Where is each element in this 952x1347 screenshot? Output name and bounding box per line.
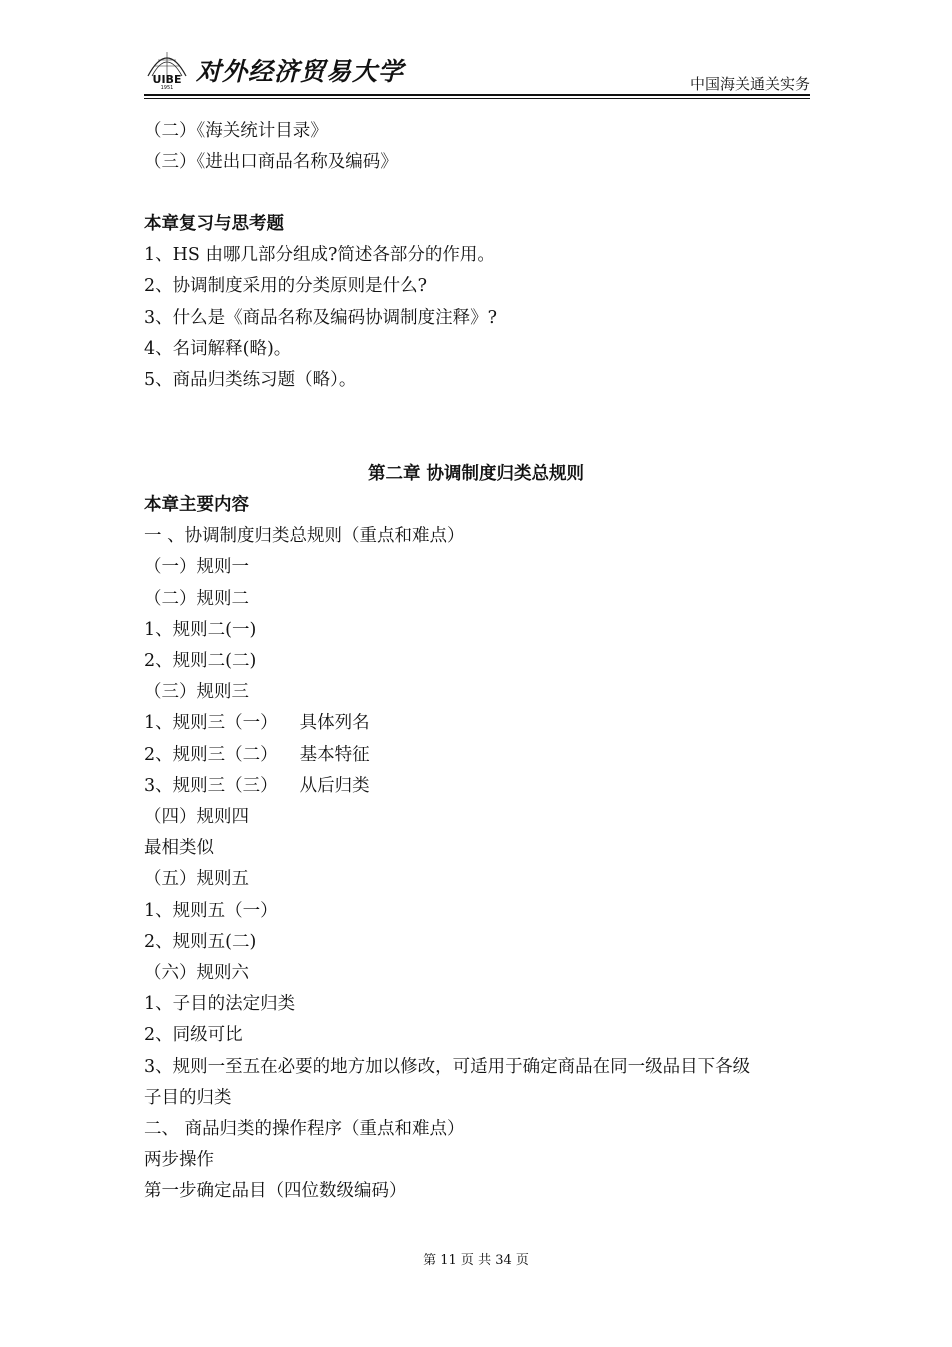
text-line: （四）规则四 (144, 807, 249, 827)
text-line: 1、规则五（一） (144, 901, 278, 921)
text-line: 两步操作 (144, 1150, 214, 1170)
header-rule (144, 94, 810, 96)
header-rule-thin (144, 98, 810, 99)
text-line (144, 711, 370, 735)
text-line (144, 743, 370, 767)
text-line: （二）《海关统计目录》 (144, 121, 328, 141)
rule-desc: 基本特征 (299, 745, 370, 765)
university-logo-icon (144, 46, 190, 90)
page-header (144, 40, 810, 96)
text-line: 2、同级可比 (144, 1025, 243, 1045)
svg-text:1951: 1951 (160, 85, 174, 90)
text-line: （二）规则二 (144, 589, 249, 609)
text-line: 1、子目的法定归类 (144, 994, 296, 1014)
text-line: （一）规则一 (144, 557, 249, 577)
course-title: 中国海关通关实务 (689, 75, 810, 93)
text-line: （三）《进出口商品名称及编码》 (144, 152, 398, 172)
rule-label: 1、规则三（一） (144, 713, 278, 733)
text-line: 2、规则五(二) (144, 932, 257, 952)
text-line: 一 、协调制度归类总规则（重点和难点） (144, 526, 465, 546)
text-line (144, 774, 370, 798)
text-line: 1、规则二(一) (144, 620, 257, 640)
text-line: 3、什么是《商品名称及编码协调制度注释》? (144, 308, 498, 328)
university-name: 对外经济贸易大学 (196, 57, 405, 86)
text-line: 第一步确定品目（四位数级编码） (144, 1181, 407, 1201)
text-line: 5、商品归类练习题（略）。 (144, 370, 357, 390)
rule-desc: 从后归类 (299, 776, 370, 796)
text-line: 2、规则二(二) (144, 651, 257, 671)
page-number: 第 11 页 共 34 页 (423, 1253, 529, 1268)
text-line: 二、 商品归类的操作程序（重点和难点） (144, 1119, 465, 1139)
text-line: （五）规则五 (144, 869, 249, 889)
section-heading: 本章复习与思考题 (144, 214, 284, 234)
text-line: 4、名词解释(略)。 (144, 339, 292, 359)
rule-label: 3、规则三（三） (144, 776, 278, 796)
text-line: 子目的归类 (144, 1088, 232, 1108)
chapter-title: 第二章 协调制度归类总规则 (367, 464, 585, 484)
rule-label: 2、规则三（二） (144, 745, 278, 765)
text-line: （三）规则三 (144, 682, 249, 702)
text-line: （六）规则六 (144, 963, 249, 983)
rule-desc: 具体列名 (299, 713, 370, 733)
text-line: 1、HS 由哪几部分组成?简述各部分的作用。 (144, 245, 495, 265)
text-line: 3、规则一至五在必要的地方加以修改，可适用于确定商品在同一级品目下各级 (144, 1057, 751, 1077)
section-heading: 本章主要内容 (144, 495, 249, 515)
svg-text:UIBE: UIBE (152, 73, 182, 86)
text-line: 最相类似 (144, 838, 214, 858)
text-line: 2、协调制度采用的分类原则是什么? (144, 276, 428, 296)
